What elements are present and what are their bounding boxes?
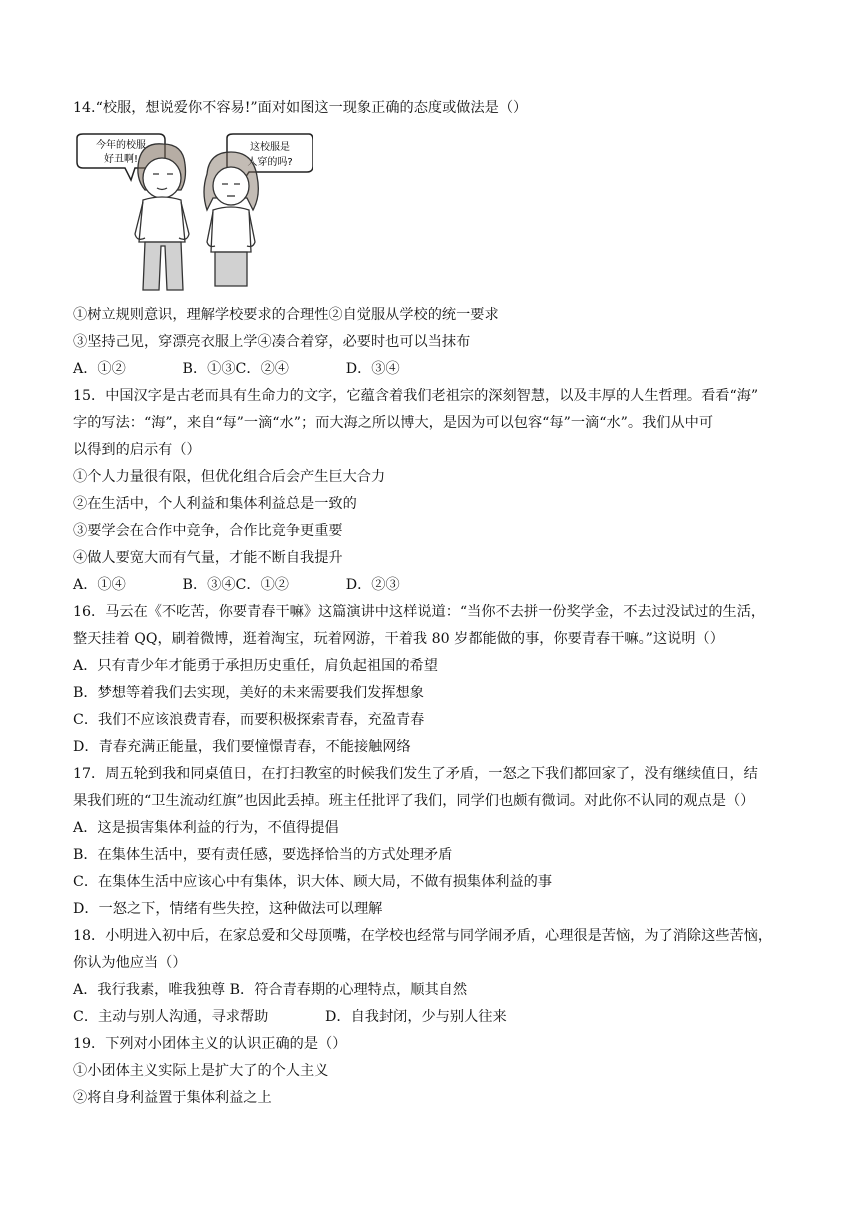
girl-figure: [204, 152, 258, 286]
q16-option-c: C．我们不应该浪费青春，而要积极探索青春，充盈青春: [73, 712, 425, 728]
q15-stem-line-3: 以得到的启示有（）: [73, 442, 201, 458]
q17-stem-line-2: 果我们班的“卫生流动红旗”也因此丢掉。班主任批评了我们，同学们也颇有微词。对此你不认同的观点是（）: [73, 793, 755, 809]
q14-option-line-1: ①树立规则意识，理解学校要求的合理性②自觉服从学校的统一要求: [73, 307, 499, 323]
speech-left-line1: 今年的校服: [96, 140, 146, 151]
speech-left-line2: 好丑啊!: [103, 154, 139, 165]
q18-stem-line-1: 18．小明进入初中后，在家总爱和父母顶嘴，在学校也经常与同学闹矛盾，心理很是苦恼，为了消除这些苦恼，: [73, 928, 773, 944]
q18-options-cd: C．主动与别人沟通，寻求帮助 D．自我封闭，少与别人往来: [73, 1009, 507, 1025]
q15-statement-4: ④做人要宽大而有气量，才能不断自我提升: [73, 550, 343, 566]
q15-statement-3: ③要学会在合作中竞争，合作比竞争更重要: [73, 523, 343, 539]
q19-stem: 19．下列对小团体主义的认识正确的是（）: [73, 1036, 347, 1052]
q17-option-c: C．在集体生活中应该心中有集体，识大体、顾大局，不做有损集体利益的事: [73, 874, 553, 890]
q14-option-line-2: ③坚持己见，穿漂亮衣服上学④凑合着穿，必要时也可以当抹布: [73, 334, 471, 350]
q15-statement-1: ①个人力量很有限，但优化组合后会产生巨大合力: [73, 469, 386, 485]
q15-statement-2: ②在生活中，个人利益和集体利益总是一致的: [73, 496, 357, 512]
q16-option-a: A．只有青少年才能勇于承担历史重任，肩负起祖国的希望: [73, 658, 438, 674]
q14-stem: 14.“校服，想说爱你不容易!”面对如图这一现象正确的态度或做法是（）: [73, 100, 528, 116]
q16-option-b: B．梦想等着我们去实现，美好的未来需要我们发挥想象: [73, 685, 424, 701]
q16-option-d: D．青春充满正能量，我们要憧憬青春，不能接触网络: [73, 739, 411, 755]
q18-stem-line-2: 你认为他应当（）: [73, 955, 187, 971]
q19-statement-2: ②将自身利益置于集体利益之上: [73, 1090, 272, 1106]
q16-stem-line-2: 整天挂着 QQ，刷着微博，逛着淘宝，玩着网游，干着我 80 岁都能做的事，你要青春干嘛。”这说明（）: [73, 631, 724, 647]
q17-option-d: D．一怒之下，情绪有些失控，这种做法可以理解: [73, 901, 383, 917]
q14-choices: A．①② B．①③C．②④ D．③④: [73, 361, 400, 377]
speech-right-line1: 这校服是: [250, 142, 290, 153]
q16-stem-line-1: 16．马云在《不吃苦，你要青春干嘛》这篇演讲中这样说道：“当你不去拼一份奖学金，不去过没试过的生活，: [73, 604, 766, 620]
q18-options-ab: A．我行我素，唯我独尊 B．符合青春期的心理特点，顺其自然: [73, 982, 468, 998]
q19-statement-1: ①小团体主义实际上是扩大了的个人主义: [73, 1063, 329, 1079]
cartoon-illustration: [73, 130, 313, 300]
q17-option-a: A．这是损害集体利益的行为，不值得提倡: [73, 820, 339, 836]
q17-option-b: B．在集体生活中，要有责任感，要选择恰当的方式处理矛盾: [73, 847, 453, 863]
q15-stem-line-2: 字的写法：“海”，来自“每”一滴“水”；而大海之所以博大，是因为可以包容“每”一滴“水”。我们从中可: [73, 415, 714, 431]
speech-right-line2: 人穿的吗?: [247, 157, 293, 168]
boy-figure: [135, 144, 189, 290]
q15-choices: A．①④ B．③④C．①② D．②③: [73, 577, 400, 593]
q15-stem-line-1: 15．中国汉字是古老而具有生命力的文字，它蕴含着我们老祖宗的深刻智慧，以及丰厚的人生哲理。看看“海”: [73, 388, 759, 404]
q17-stem-line-1: 17．周五轮到我和同桌值日，在打扫教室的时候我们发生了矛盾，一怒之下我们都回家了，没有继续值日，结: [73, 766, 758, 782]
